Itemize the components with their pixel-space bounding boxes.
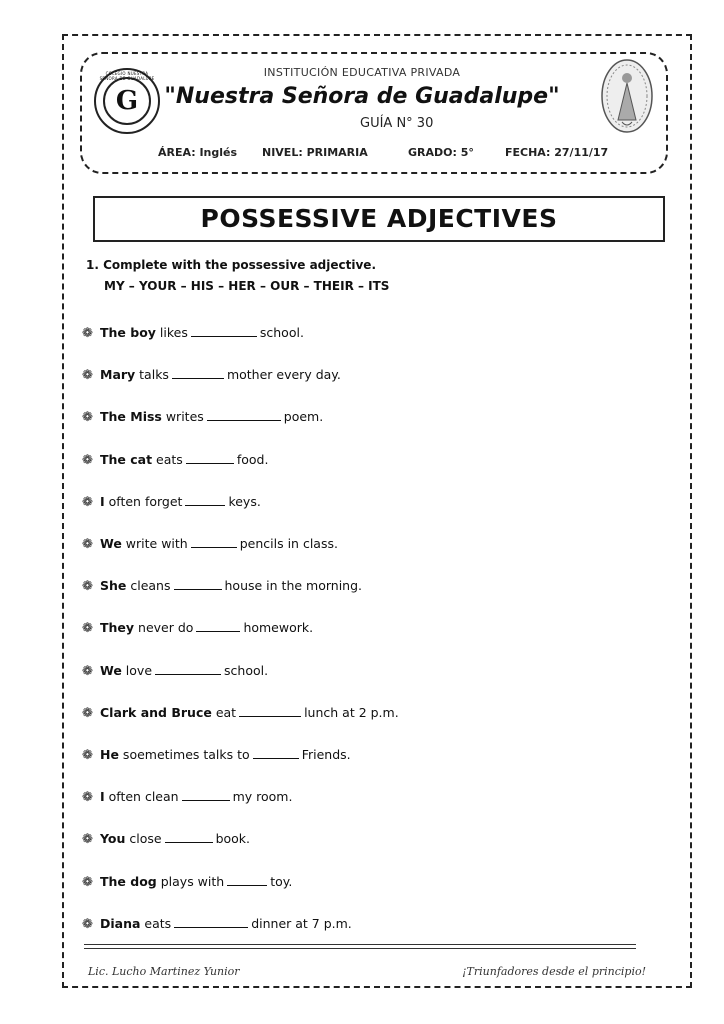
item-subject: He <box>100 747 119 762</box>
item-text-after: house in the morning. <box>224 578 362 594</box>
flower-bullet-icon: ❁ <box>82 621 93 637</box>
item-text-before: soemetimes talks to <box>118 747 250 762</box>
options-list: MY – YOUR – HIS – HER – OUR – THEIR – ITS <box>104 279 390 293</box>
grade-label: GRADO: 5° <box>408 146 474 159</box>
flower-bullet-icon: ❁ <box>82 410 93 426</box>
answer-blank[interactable] <box>196 619 240 632</box>
exercise-item <box>82 619 313 639</box>
item-subject: The Miss <box>100 409 162 425</box>
item-text-before: likes <box>155 325 188 340</box>
item-text-after: pencils in class. <box>239 536 338 551</box>
exercise-item <box>82 451 268 471</box>
item-text-before: eats <box>140 915 172 931</box>
item-subject: Clark and Bruce <box>100 704 212 720</box>
answer-blank[interactable] <box>186 451 234 464</box>
item-subject: They <box>100 620 135 636</box>
item-text-after: mother every day. <box>226 367 341 383</box>
answer-blank[interactable] <box>185 493 225 506</box>
item-subject: I <box>100 493 105 509</box>
item-subject: We <box>100 662 122 678</box>
flower-bullet-icon: ❁ <box>82 748 93 763</box>
footer-motto: ¡Triunfadores desde el principio! <box>462 965 646 978</box>
answer-blank[interactable] <box>172 366 224 379</box>
flower-bullet-icon: ❁ <box>82 874 93 890</box>
exercise-item <box>82 746 351 766</box>
flower-bullet-icon: ❁ <box>82 790 93 806</box>
exercise-item <box>82 873 292 893</box>
item-text-before: writes <box>161 409 204 425</box>
item-text-before: eat <box>211 704 237 720</box>
guide-number: GUÍA N° 30 <box>360 116 434 131</box>
footer-author: Lic. Lucho Martinez Yunior <box>88 965 240 978</box>
item-text-after: poem. <box>283 409 324 425</box>
exercise-item <box>82 704 399 724</box>
answer-blank[interactable] <box>191 324 257 337</box>
item-text-after: homework. <box>243 620 314 636</box>
item-text-before: plays with <box>156 873 225 889</box>
answer-blank[interactable] <box>207 408 281 421</box>
item-text-before: talks <box>135 367 169 383</box>
item-subject: She <box>100 578 127 594</box>
footer-rule <box>84 948 636 949</box>
item-text-before: eats <box>152 451 183 467</box>
item-text-after: keys. <box>228 493 261 509</box>
item-text-before: write with <box>121 536 188 551</box>
item-text-before: never do <box>134 620 194 636</box>
item-subject: The dog <box>100 873 157 889</box>
item-text-after: school. <box>224 662 269 678</box>
flower-bullet-icon: ❁ <box>82 663 93 679</box>
item-subject: The cat <box>100 451 153 467</box>
item-text-after: food. <box>236 451 269 467</box>
flower-bullet-icon: ❁ <box>82 537 93 552</box>
flower-bullet-icon: ❁ <box>82 494 93 510</box>
answer-blank[interactable] <box>174 577 222 590</box>
flower-bullet-icon: ❁ <box>82 832 93 848</box>
answer-blank[interactable] <box>253 746 299 759</box>
exercise-item <box>82 493 261 513</box>
flower-bullet-icon: ❁ <box>82 326 93 341</box>
page-title: POSSESSIVE ADJECTIVES <box>200 204 558 233</box>
item-text-after: my room. <box>232 789 293 805</box>
answer-blank[interactable] <box>227 873 267 886</box>
answer-blank[interactable] <box>155 662 221 675</box>
item-subject: We <box>100 536 122 551</box>
date-label: FECHA: 27/11/17 <box>505 146 609 159</box>
footer-rule <box>84 944 636 945</box>
item-text-after: school. <box>259 325 304 340</box>
item-subject: The boy <box>100 325 156 340</box>
item-text-after: book. <box>215 831 251 847</box>
exercise-item <box>82 577 362 597</box>
exercise-item <box>82 408 323 428</box>
item-text-after: lunch at 2 p.m. <box>304 704 399 720</box>
item-text-after: toy. <box>270 873 293 889</box>
exercise-item <box>82 535 338 555</box>
answer-blank[interactable] <box>239 704 301 717</box>
flower-bullet-icon: ❁ <box>82 705 93 721</box>
flower-bullet-icon: ❁ <box>82 452 93 468</box>
logo-letter: G <box>115 86 139 116</box>
item-text-before: love <box>121 662 153 678</box>
institution-label: INSTITUCIÓN EDUCATIVA PRIVADA <box>263 66 461 79</box>
exercise-item <box>82 915 352 935</box>
item-text-before: close <box>125 831 162 847</box>
level-label: NIVEL: PRIMARIA <box>262 146 368 159</box>
area-label: ÁREA: Inglés <box>158 146 238 159</box>
exercise-item <box>82 324 304 344</box>
item-subject: Diana <box>100 915 141 931</box>
answer-blank[interactable] <box>191 535 237 548</box>
exercise-item <box>82 366 341 386</box>
flower-bullet-icon: ❁ <box>82 916 93 932</box>
school-name: "Nuestra Señora de Guadalupe" <box>164 84 560 109</box>
logo-ring-text: COLEGIO NUESTRA SEÑORA DE GUADALUPE <box>99 71 155 81</box>
flower-bullet-icon: ❁ <box>82 579 93 595</box>
item-text-after: dinner at 7 p.m. <box>251 915 352 931</box>
item-text-before: often clean <box>104 789 179 805</box>
answer-blank[interactable] <box>182 788 230 801</box>
flower-bullet-icon: ❁ <box>82 368 93 384</box>
exercise-item <box>82 662 268 682</box>
item-text-before: often forget <box>104 493 183 509</box>
instruction: 1. Complete with the possessive adjective. <box>86 258 377 272</box>
item-subject: I <box>100 789 105 805</box>
exercise-item <box>82 830 250 850</box>
exercise-item <box>82 788 292 808</box>
item-text-before: cleans <box>126 578 171 594</box>
answer-blank[interactable] <box>165 830 213 843</box>
item-text-after: Friends. <box>301 747 351 762</box>
answer-blank[interactable] <box>174 915 248 928</box>
item-subject: You <box>100 831 126 847</box>
item-subject: Mary <box>100 367 136 383</box>
